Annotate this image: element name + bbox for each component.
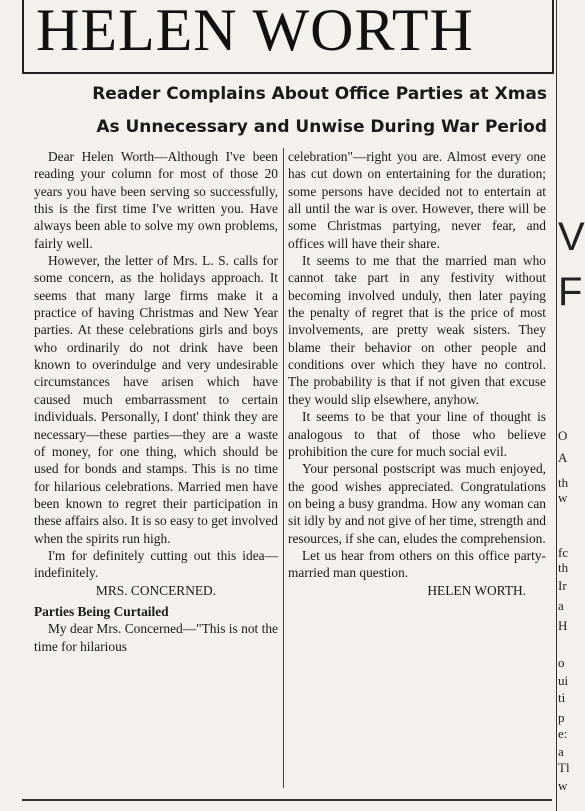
letter-paragraph: However, the letter of Mrs. L. S. calls for some concern, as the holidays approach. It seems that many large firms make it a practice of having Christmas and New Year parties. At these celebrations girls and boys who ordinarily do not drink have been known to overindulge and very undesirable circumstances have arisen which have caused much embarrassment to certain individuals. Personally, I dont' think they are necessary—these parties—they are a waste of money, for one thing, which should be used for bonds and stamps. This is no time for hilarious celebrations. Married men have been known to regret their participation in these affairs also. It is so easy to get involved when the spirits run high. [34, 253, 278, 546]
reply-paragraph: celebration"—right you are. Almost every one has cut down on entertaining for the duration; some persons have decided not to entertain at all until the war is over. However, there will be some Christmas partying, never fear, and offices will have their share. [288, 149, 546, 251]
reply-paragraph: Let us hear from others on this office party-married man question. [288, 547, 546, 581]
adjacent-column-rule [556, 0, 557, 811]
reply-paragraph: Your personal postscript was much enjoyed, the good wishes appreciated. Congratulations on being a busy grandma. How any woman can sit idly by and not give of her time, strength and resources, if she can, eludes the comprehension. [288, 461, 546, 546]
margin-fragment: w [558, 778, 568, 793]
masthead-title: HELEN WORTH [36, 0, 474, 63]
reply-signature: HELEN WORTH. [427, 582, 526, 598]
margin-fragment: a [558, 744, 564, 759]
margin-fragment: th [558, 560, 569, 575]
bottom-rule [22, 799, 552, 801]
letter-signature: MRS. CONCERNED. [95, 582, 217, 598]
margin-fragment: w [558, 490, 568, 505]
margin-fragment: ui [558, 673, 569, 688]
margin-fragment: Tl [558, 760, 570, 775]
margin-fragment: th [558, 475, 569, 490]
letter-paragraph: I'm for definitely cutting out this idea—indefinitely. [34, 547, 278, 581]
letter-paragraph: Dear Helen Worth—Although I've been reading your column for most of those 20 years you have been serving so successfully, this is the first time I've written you. Have always been able to solve my own problems, fairly well. [34, 149, 278, 251]
margin-fragment: A [558, 450, 568, 465]
reply-paragraph: It seems to be that your line of thought is analogous to that of those who believe prohibition the cure for much social evil. [288, 409, 546, 459]
margin-fragment: O [558, 428, 568, 443]
headline-line-2: As Unnecessary and Unwise During War Period [96, 117, 547, 137]
right-column [288, 148, 546, 599]
reply-subhead: Parties Being Curtailed [34, 603, 169, 619]
margin-fragment: p [558, 710, 565, 725]
reply-paragraph: It seems to me that the married man who cannot take part in any festivity without becoming involved unduly, then later paying the penalty of regret that is the price of most involvements, are pretty weak sisters. They blame their behavior on other people and conditions over which they have no control. The probability is that if not given that excuse they would slip elsewhere, anyhow. [288, 253, 546, 407]
margin-fragment: fc [558, 545, 569, 560]
margin-fragment: V [558, 215, 585, 259]
margin-fragment: H [558, 618, 568, 633]
headline-line-1: Reader Complains About Office Parties at Xmas [92, 84, 547, 104]
margin-fragment: F [558, 270, 583, 314]
margin-fragment: ti [558, 690, 566, 705]
margin-fragment: e: [558, 726, 568, 741]
margin-fragment: Ir [558, 578, 567, 593]
margin-fragment: o [558, 655, 565, 670]
left-column [34, 148, 278, 655]
reply-paragraph: My dear Mrs. Concerned—"This is not the time for hilarious [34, 621, 278, 654]
margin-fragment: a [558, 598, 564, 613]
column-divider [283, 148, 284, 788]
